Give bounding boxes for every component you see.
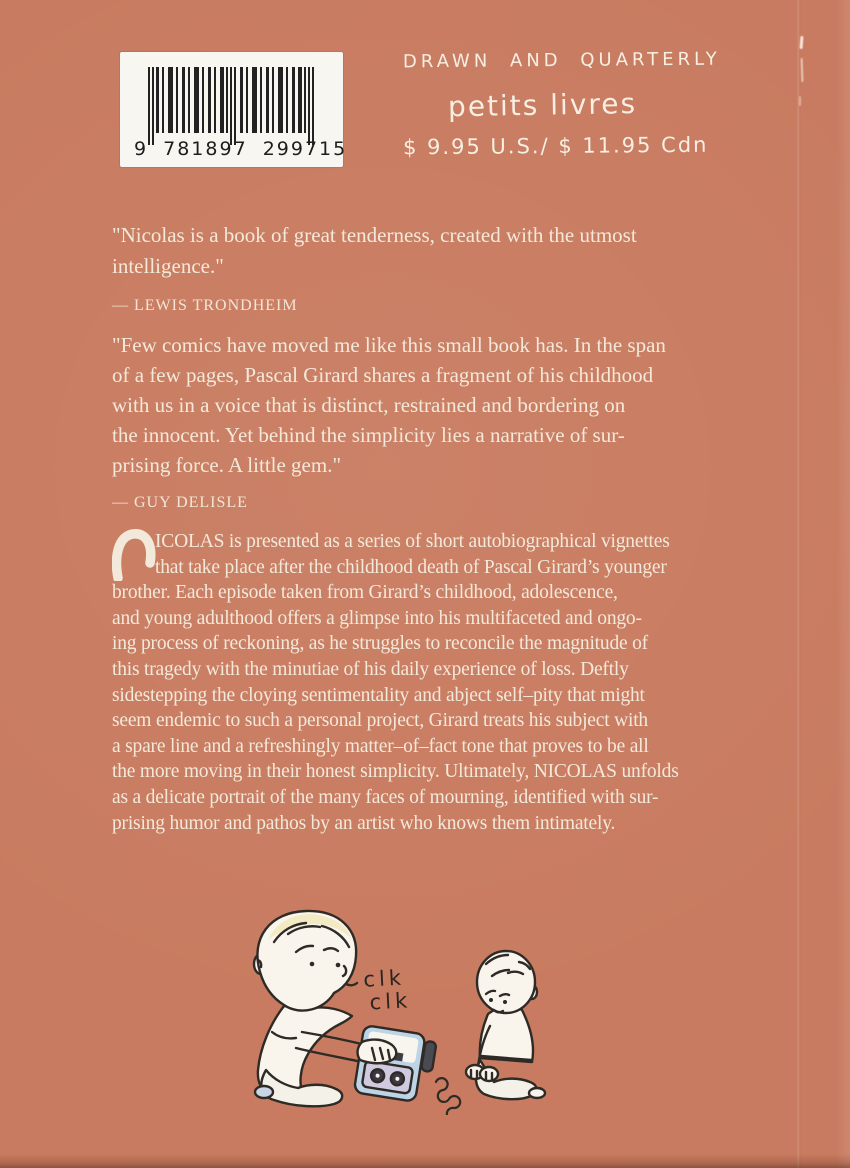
- price-text: $ 9.95 U.S./ $ 11.95 Cdn: [402, 132, 709, 160]
- scuff-mark: [800, 36, 804, 49]
- scuff-mark: [799, 96, 801, 106]
- small-kid-shirt: [480, 1007, 533, 1062]
- publisher-name: DRAWN AND QUARTERLY: [402, 48, 721, 73]
- big-kid-sock: [255, 1086, 273, 1098]
- sound-effect-clk-2: clk: [369, 988, 412, 1015]
- cover-crease: [797, 0, 801, 1168]
- imprint-name: petits livres: [447, 87, 638, 124]
- page-edge-highlight: [836, 0, 850, 1168]
- publisher-block: [402, 48, 721, 160]
- coiled-cord: [436, 1078, 464, 1115]
- sound-effect-clk-1: clk: [362, 965, 406, 992]
- scuff-mark: [801, 58, 804, 82]
- tape-recorder: [354, 1025, 438, 1104]
- blurb-attribution: — GUY DELISLE: [112, 494, 248, 511]
- small-kid-hand: [480, 1067, 498, 1081]
- blurb-delisle: [112, 330, 666, 518]
- blurb-text: "Few comics have moved me like this small book has. In the span of a few pages, Pascal Girard shares a fragment of his childhood with us in a voice that is distinct, restrained and bordering on the innocent. Yet behind the simplicity lies a narrative of sur- prising force. A little gem.": [112, 333, 666, 477]
- blurb-text: "Nicolas is a book of great tenderness, created with the utmost intelligence.": [112, 223, 637, 278]
- bottom-shadow: [0, 1154, 850, 1168]
- isbn-number: 9 781897 299715: [134, 138, 348, 160]
- blurb-attribution: — LEWIS TRONDHEIM: [112, 297, 298, 314]
- small-kid-foot: [529, 1088, 545, 1098]
- synopsis-paragraph: ICOLAS is presented as a series of short autobiographical vignettes that take place after the childhood death of Pascal Girard’s younger brother. Each episode taken from Girard’s childhood, adolescence, and young adulthood offers a glimpse into his multifaceted and ongo- ing process of reckoning, as he struggles to reconcile the magnitude of this tragedy with the minutiae of his daily experience of loss. Deftly sidestepping the cloying sentimentality and abject self–pity that might seem endemic to such a personal project, Girard treats his subject with a spare line and a refreshingly matter–of–fact tone that proves to be all the more moving in their honest simplicity. Ultimately, NICOLAS unfolds as a delicate portrait of the many faces of mourning, identified with sur- prising humor and pathos by an artist who knows them intimately.: [112, 531, 679, 834]
- blurb-trondheim: [112, 220, 637, 321]
- tape-recorder-illustration: [238, 900, 573, 1115]
- barcode-panel: [120, 52, 348, 167]
